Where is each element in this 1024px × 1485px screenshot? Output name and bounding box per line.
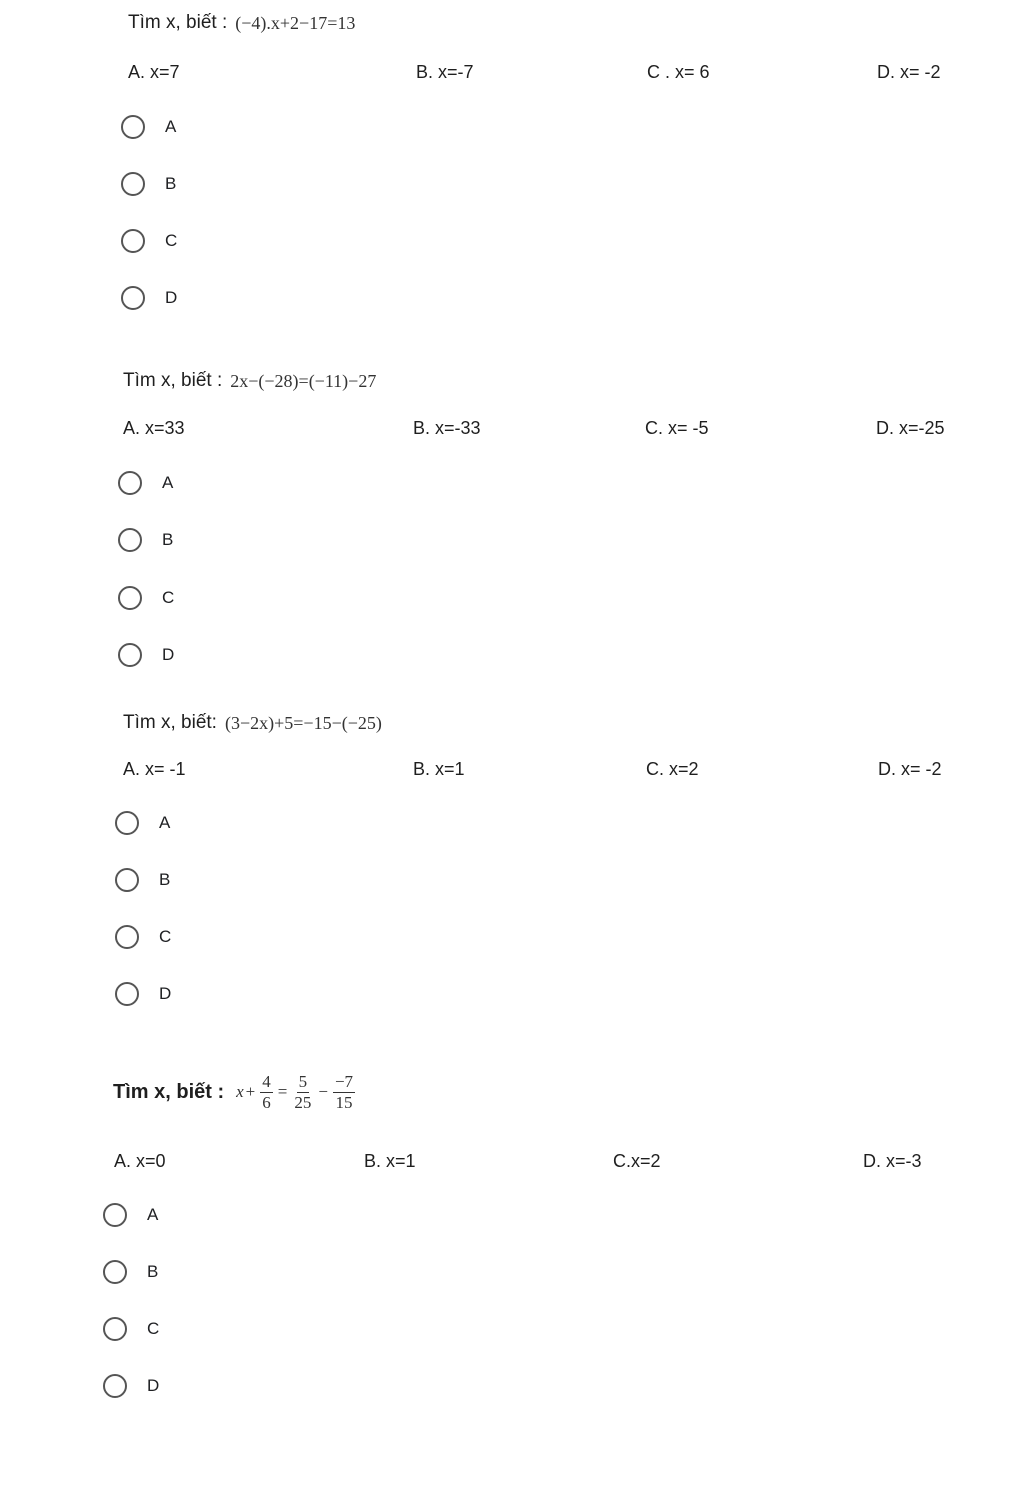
radio-label: B xyxy=(159,870,171,889)
radio-label: D xyxy=(165,288,178,307)
fraction-denominator: 6 xyxy=(262,1092,271,1112)
radio-option-d[interactable] xyxy=(115,982,171,1006)
radio-label: D xyxy=(147,1376,160,1395)
choice-a: A. x=33 xyxy=(123,418,185,438)
radio-option-a[interactable] xyxy=(118,471,173,495)
choice-a: A. x=0 xyxy=(114,1151,166,1171)
choice-a: A. x=7 xyxy=(128,62,180,82)
fraction-denominator: 15 xyxy=(335,1092,353,1112)
radio-circle-icon[interactable] xyxy=(118,471,142,495)
question-expression: (3−2x)+5=−15−(−25) xyxy=(224,712,382,733)
radio-option-b[interactable] xyxy=(103,1260,158,1284)
radio-option-a[interactable] xyxy=(115,811,170,835)
radio-option-b[interactable] xyxy=(121,172,176,196)
radio-circle-icon[interactable] xyxy=(103,1374,127,1398)
radio-circle-icon[interactable] xyxy=(118,528,142,552)
radio-label: C xyxy=(159,927,172,946)
radio-circle-icon[interactable] xyxy=(121,229,145,253)
choice-c: C. x=2 xyxy=(646,759,699,779)
fraction-3 xyxy=(333,1072,355,1112)
question-title-text: Tìm x, biết : xyxy=(123,370,223,391)
choice-a: A. x= -1 xyxy=(123,759,186,779)
radio-circle-icon[interactable] xyxy=(103,1203,127,1227)
choice-c: C. x= -5 xyxy=(645,418,709,438)
question-expression: (−4).x+2−17=13 xyxy=(235,12,356,33)
expr-equals: = xyxy=(277,1082,288,1102)
choice-d: D. x= -2 xyxy=(878,759,942,779)
radio-label: A xyxy=(147,1205,159,1224)
radio-option-d[interactable] xyxy=(103,1374,159,1398)
choice-b: B. x=1 xyxy=(364,1151,416,1171)
choice-b: B. x=-7 xyxy=(416,62,474,82)
question-title xyxy=(113,1072,358,1112)
expr-plus: + xyxy=(245,1082,256,1102)
question-title xyxy=(123,370,376,392)
fraction-2 xyxy=(292,1072,313,1112)
radio-circle-icon[interactable] xyxy=(115,868,139,892)
radio-option-a[interactable] xyxy=(103,1203,158,1227)
radio-option-b[interactable] xyxy=(115,868,170,892)
fraction-denominator: 25 xyxy=(294,1092,312,1112)
radio-label: B xyxy=(162,530,174,549)
radio-circle-icon[interactable] xyxy=(121,172,145,196)
choice-d: D. x=-3 xyxy=(863,1151,922,1171)
expr-variable: x xyxy=(236,1082,244,1102)
question-title-text: Tìm x, biết : xyxy=(113,1080,225,1103)
radio-label: A xyxy=(165,117,177,136)
radio-circle-icon[interactable] xyxy=(118,643,142,667)
radio-circle-icon[interactable] xyxy=(103,1317,127,1341)
radio-circle-icon[interactable] xyxy=(103,1260,127,1284)
radio-option-c[interactable] xyxy=(103,1317,159,1341)
question-title xyxy=(123,712,382,734)
question-expression: 2x−(−28)=(−11)−27 xyxy=(230,370,377,391)
radio-option-d[interactable] xyxy=(121,286,177,310)
radio-label: B xyxy=(147,1262,159,1281)
radio-label: A xyxy=(159,813,171,832)
radio-circle-icon[interactable] xyxy=(121,286,145,310)
choice-c: C . x= 6 xyxy=(647,62,710,82)
radio-label: D xyxy=(159,984,172,1003)
radio-circle-icon[interactable] xyxy=(115,811,139,835)
radio-option-c[interactable] xyxy=(118,586,174,610)
question-title-text: Tìm x, biết: xyxy=(123,712,217,733)
radio-label: C xyxy=(162,588,175,607)
radio-option-d[interactable] xyxy=(118,643,174,667)
radio-circle-icon[interactable] xyxy=(115,925,139,949)
radio-label: C xyxy=(165,231,178,250)
fraction-1 xyxy=(260,1072,273,1112)
radio-label: B xyxy=(165,174,177,193)
fraction-numerator: 4 xyxy=(262,1072,271,1091)
expr-minus: − xyxy=(318,1082,328,1102)
radio-circle-icon[interactable] xyxy=(121,115,145,139)
radio-option-c[interactable] xyxy=(115,925,171,949)
question-title-text: Tìm x, biết : xyxy=(128,12,228,33)
radio-label: A xyxy=(162,473,174,492)
radio-option-c[interactable] xyxy=(121,229,177,253)
question-title xyxy=(128,12,355,34)
fraction-numerator: 5 xyxy=(298,1072,308,1091)
radio-circle-icon[interactable] xyxy=(118,586,142,610)
choice-c: C.x=2 xyxy=(613,1151,661,1171)
radio-option-b[interactable] xyxy=(118,528,173,552)
fraction-numerator: −7 xyxy=(334,1072,354,1091)
choice-d: D. x=-25 xyxy=(876,418,945,438)
radio-label: C xyxy=(147,1319,160,1338)
radio-label: D xyxy=(162,645,175,664)
radio-option-a[interactable] xyxy=(121,115,176,139)
radio-circle-icon[interactable] xyxy=(115,982,139,1006)
question-expression xyxy=(236,1072,358,1112)
choice-d: D. x= -2 xyxy=(877,62,941,82)
choice-b: B. x=1 xyxy=(413,759,465,779)
choice-b: B. x=-33 xyxy=(413,418,481,438)
